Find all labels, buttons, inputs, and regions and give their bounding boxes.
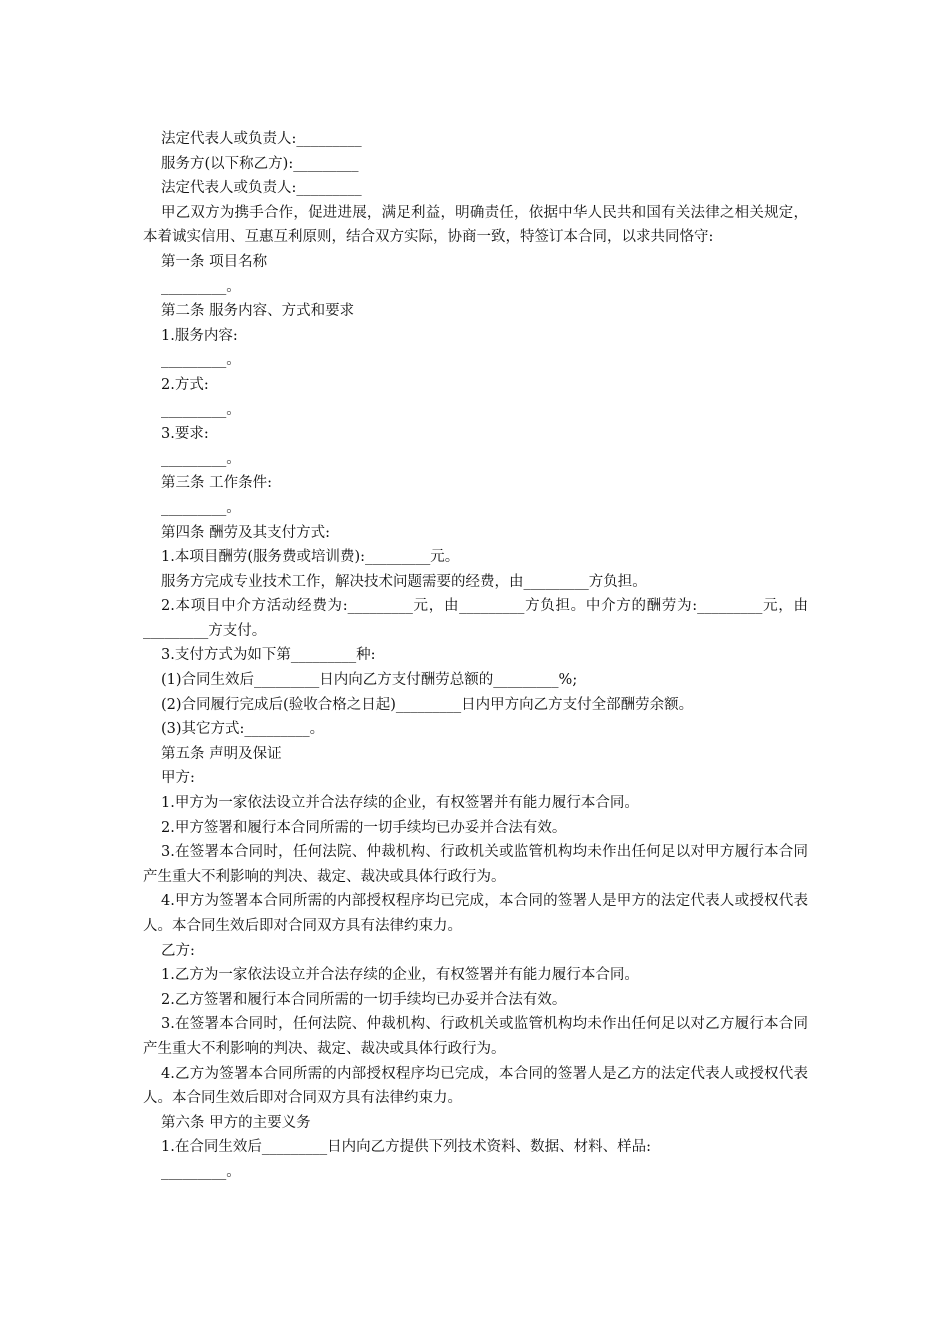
contract-line: 2.甲方签署和履行本合同所需的一切手续均已办妥并合法有效。 — [161, 819, 567, 836]
contract-line: 第四条 酬劳及其支付方式: — [161, 524, 330, 541]
contract-line: 第五条 声明及保证 — [161, 745, 282, 762]
contract-line: 服务方(以下称乙方):_________ — [161, 155, 359, 172]
contract-line: 1.本项目酬劳(服务费或培训费):_________元。 — [161, 549, 460, 566]
contract-line: (2)合同履行完成后(验收合格之日起)_________日内甲方向乙方支付全部酬劳余额。 — [161, 696, 694, 713]
contract-line: 4.甲方为签署本合同所需的内部授权程序均已完成，本合同的签署人是甲方的法定代表人或授权代表人。本合同生效后即对合同双方具有法律约束力。 — [143, 893, 808, 934]
contract-line: 4.乙方为签署本合同所需的内部授权程序均已完成，本合同的签署人是乙方的法定代表人或授权代表人。本合同生效后即对合同双方具有法律约束力。 — [143, 1065, 808, 1107]
contract-line: _________。 — [161, 499, 241, 516]
contract-line: (1)合同生效后_________日内向乙方支付酬劳总额的_________%; — [161, 672, 578, 689]
contract-page — [143, 127, 808, 1185]
contract-line: 1.服务内容: — [161, 327, 238, 344]
contract-line: 第一条 项目名称 — [161, 253, 268, 270]
contract-line: 服务方完成专业技术工作，解决技术问题需要的经费，由_________方负担。 — [161, 573, 647, 590]
contract-line: 法定代表人或负责人:_________ — [161, 180, 362, 197]
contract-line: 第六条 甲方的主要义务 — [161, 1114, 311, 1131]
contract-line: 2.方式: — [161, 376, 209, 393]
contract-line: 乙方: — [161, 942, 195, 959]
contract-line: 3.在签署本合同时，任何法院、仲裁机构、行政机关或监管机构均未作出任何足以对甲方履行本合同产生重大不利影响的判决、裁定、裁决或具体行政行为。 — [143, 844, 808, 885]
contract-line: _________。 — [161, 352, 241, 369]
contract-line: 1.甲方为一家依法设立并合法存续的企业，有权签署并有能力履行本合同。 — [161, 795, 639, 812]
contract-line: 甲方: — [161, 770, 195, 787]
contract-line: 3.支付方式为如下第_________种: — [161, 647, 376, 664]
contract-line: 2.乙方签署和履行本合同所需的一切手续均已办妥并合法有效。 — [161, 991, 567, 1008]
contract-line: 法定代表人或负责人:_________ — [161, 131, 362, 147]
contract-line: (3)其它方式:_________。 — [161, 721, 325, 738]
contract-line: 3.要求: — [161, 426, 209, 443]
contract-line: 1.在合同生效后_________日内向乙方提供下列技术资料、数据、材料、样品: — [161, 1139, 651, 1156]
contract-line: _________。 — [161, 1163, 241, 1180]
contract-line: 3.在签署本合同时，任何法院、仲裁机构、行政机关或监管机构均未作出任何足以对乙方履行本合同产生重大不利影响的判决、裁定、裁决或具体行政行为。 — [143, 1016, 808, 1057]
contract-line: 第二条 服务内容、方式和要求 — [161, 303, 355, 320]
contract-line: _________。 — [161, 401, 241, 418]
contract-line: _________。 — [161, 278, 241, 295]
contract-line: 1.乙方为一家依法设立并合法存续的企业，有权签署并有能力履行本合同。 — [161, 967, 639, 984]
contract-line: 甲乙双方为携手合作，促进进展，满足利益，明确责任，依据中华人民共和国有关法律之相关规定，本着诚实信用、互惠互利原则，结合双方实际，协商一致，特签订本合同，以求共同恪守: — [143, 204, 808, 246]
contract-line: 第三条 工作条件: — [161, 475, 272, 492]
contract-line: _________。 — [161, 450, 241, 467]
contract-line: 2.本项目中介方活动经费为:_________元，由_________方负担。中介方的酬劳为:_________元，由_________方支付。 — [143, 598, 808, 639]
